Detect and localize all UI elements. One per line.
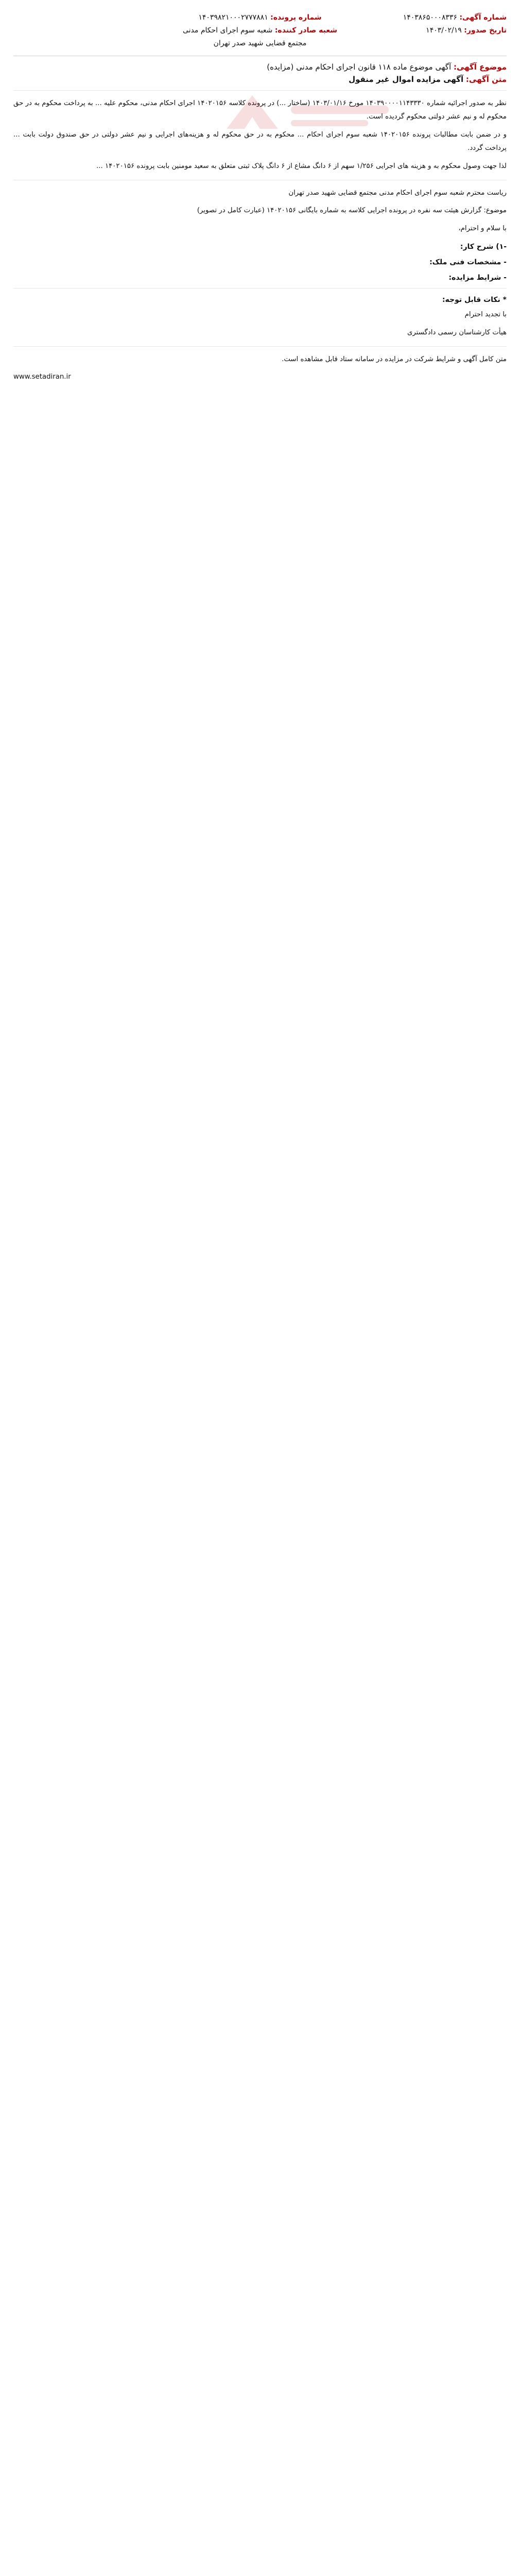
paragraph: نظر به صدور اجرائیه شماره ۱۴۰۳۹۰۰۰۰۱۱۴۳۳۳۰ مورخ ۱۴۰۳/۰۱/۱۶ (ساختار ...) در پرونده کلاسه ۱۴۰۲۰۱۵۶ اجرای احکام مدنی، محکوم علیه ... به پرداخت محکوم به در حق محکوم له و نیم عشر دولتی محکوم گردیده است. <box>13 99 507 121</box>
paragraph: ریاست محترم شعبه سوم اجرای احکام مدنی مجتمع قضایی شهید صدر تهران <box>288 189 507 197</box>
section-title-property: -۱) شرح کار: <box>460 243 507 251</box>
divider <box>13 346 507 347</box>
ad-text-label: متن آگهی: <box>465 74 507 84</box>
notice-number: ۱۴۰۳۹۸۲۱۰۰۰۲۷۷۷۸۸۱ <box>198 13 268 22</box>
paragraph: و در ضمن بابت مطالبات پرونده ۱۴۰۲۰۱۵۶ شعبه سوم اجرای احکام ... محکوم به در حق محکوم له و هزینه‌های اجرایی و نیم عشر دولتی در حق صندوق دولت بابت ... پرداخت گردد. <box>13 130 507 152</box>
date-label: تاریخ صدور: <box>464 26 507 35</box>
section-title-conditions: - شرایط مزایده: <box>448 274 507 282</box>
paragraph: لذا جهت وصول محکوم به و هزینه های اجرایی ۱/۲۵۶ سهم از ۶ دانگ مشاع از ۶ دانگ پلاک ثبتی متعلق به سعید مومنین بابت پرونده ۱۴۰۲۰۱۵۶ ... <box>96 162 507 170</box>
document-page <box>0 0 520 409</box>
header-center <box>180 11 341 50</box>
notice-number-label: شماره پرونده: <box>270 13 322 22</box>
section-title-specs: - مشخصات فنی ملک: <box>429 258 507 267</box>
divider <box>13 288 507 289</box>
subject-value: آگهی موضوع ماده ۱۱۸ قانون اجرای احکام مدنی (مزایده) <box>267 62 452 72</box>
section-title-notes: * نکات قابل توجه: <box>442 296 507 304</box>
paragraph: موضوع: گزارش هیئت سه نفره در پرونده اجرایی کلاسه به شماره بایگانی ۱۴۰۲۰۱۵۶ (عبارت کامل در تصویر) <box>197 207 507 215</box>
date-line <box>345 24 507 37</box>
header <box>13 11 507 56</box>
issuer-label: شعبه صادر کننده: <box>274 26 338 35</box>
issuer-line <box>180 24 341 50</box>
ad-number-line <box>345 11 507 24</box>
ad-number-label: شماره آگهی: <box>459 13 507 22</box>
header-right <box>345 11 507 37</box>
ad-subject <box>13 62 507 72</box>
divider <box>13 90 507 91</box>
experts-signature: هیأت کارشناسان رسمی دادگستری <box>407 328 507 336</box>
paragraph: با سلام و احترام، <box>458 224 507 232</box>
issuer-value: شعبه سوم اجرای احکام مدنی مجتمع قضایی شهید صدر تهران <box>182 26 307 48</box>
ad-text-title <box>13 75 507 84</box>
ad-text-value: آگهی مزایده اموال غیر منقول <box>349 74 464 84</box>
ad-number: ۱۴۰۳۸۶۵۰۰۰۸۳۳۶ <box>403 13 457 22</box>
date-value: ۱۴۰۳/۰۲/۱۹ <box>426 26 462 35</box>
closing: با تجدید احترام <box>464 311 507 319</box>
footer-site-link[interactable]: www.setadiran.ir <box>13 373 71 381</box>
subject-label: موضوع آگهی: <box>453 62 507 72</box>
footer-text: متن کامل آگهی و شرایط شرکت در مزایده در سامانه ستاد قابل مشاهده است. <box>282 355 507 363</box>
notice-number-line <box>180 11 341 24</box>
